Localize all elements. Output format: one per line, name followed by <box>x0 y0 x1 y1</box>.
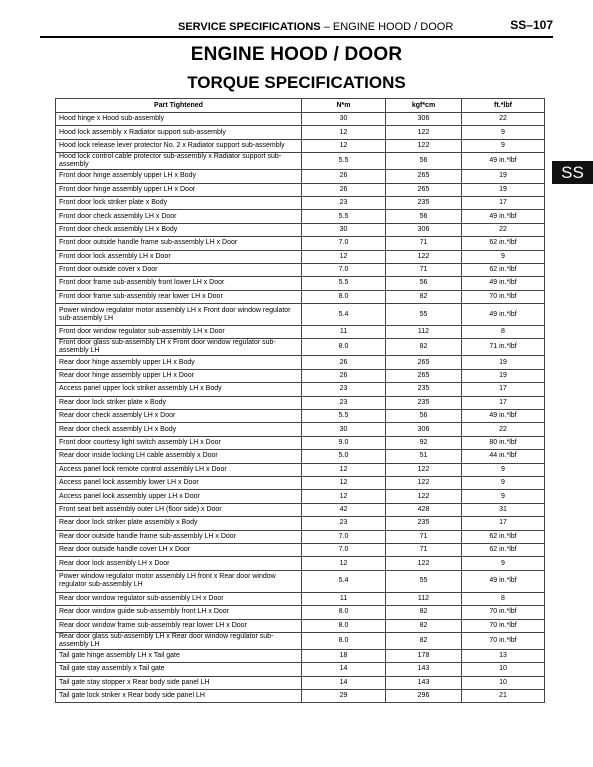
table-row <box>56 396 545 409</box>
cell-torque-ftlbf: 62 in.*lbf <box>462 543 545 556</box>
cell-torque-ftlbf: 70 in.*lbf <box>462 619 545 632</box>
cell-part-tightened: Tail gate hinge assembly LH x Tail gate <box>56 649 302 662</box>
cell-torque-kgfcm: 178 <box>386 649 462 662</box>
torque-spec-table <box>55 98 545 703</box>
table-row <box>56 570 545 592</box>
cell-part-tightened: Front door lock striker plate x Body <box>56 196 302 209</box>
cell-torque-ftlbf: 10 <box>462 676 545 689</box>
cell-torque-nm: 26 <box>302 183 386 196</box>
cell-torque-kgfcm: 235 <box>386 196 462 209</box>
cell-part-tightened: Power window regulator motor assembly LH x Front door window regulator sub-assembly LH <box>56 304 302 326</box>
cell-torque-kgfcm: 82 <box>386 606 462 619</box>
cell-torque-ftlbf: 49 in.*lbf <box>462 277 545 290</box>
cell-torque-ftlbf: 21 <box>462 690 545 703</box>
cell-torque-kgfcm: 235 <box>386 396 462 409</box>
cell-torque-kgfcm: 143 <box>386 663 462 676</box>
cell-torque-nm: 5.4 <box>302 304 386 326</box>
cell-torque-kgfcm: 122 <box>386 463 462 476</box>
cell-torque-kgfcm: 265 <box>386 356 462 369</box>
cell-part-tightened: Access panel lock assembly lower LH x Door <box>56 476 302 489</box>
cell-part-tightened: Hood lock release lever protector No. 2 x Radiator support sub-assembly <box>56 139 302 152</box>
table-row <box>56 592 545 605</box>
cell-torque-nm: 30 <box>302 423 386 436</box>
table-row <box>56 304 545 326</box>
cell-torque-ftlbf: 22 <box>462 423 545 436</box>
table-row <box>56 517 545 530</box>
table-row <box>56 356 545 369</box>
cell-torque-kgfcm: 82 <box>386 632 462 649</box>
table-row <box>56 263 545 276</box>
cell-torque-nm: 5.4 <box>302 570 386 592</box>
table-row <box>56 210 545 223</box>
cell-torque-ftlbf: 49 in.*lbf <box>462 153 545 170</box>
cell-torque-kgfcm: 51 <box>386 450 462 463</box>
cell-torque-nm: 8.0 <box>302 632 386 649</box>
cell-torque-nm: 23 <box>302 396 386 409</box>
cell-torque-ftlbf: 9 <box>462 250 545 263</box>
cell-torque-nm: 30 <box>302 113 386 126</box>
cell-torque-nm: 23 <box>302 517 386 530</box>
table-row <box>56 326 545 339</box>
table-row <box>56 139 545 152</box>
cell-torque-nm: 26 <box>302 356 386 369</box>
cell-torque-kgfcm: 265 <box>386 183 462 196</box>
cell-torque-ftlbf: 80 in.*lbf <box>462 436 545 449</box>
cell-torque-nm: 18 <box>302 649 386 662</box>
table-row <box>56 237 545 250</box>
cell-part-tightened: Hood lock control cable protector sub-assembly x Radiator support sub-assembly <box>56 153 302 170</box>
cell-part-tightened: Front door hinge assembly upper LH x Body <box>56 170 302 183</box>
cell-part-tightened: Rear door check assembly LH x Door <box>56 410 302 423</box>
cell-torque-nm: 26 <box>302 170 386 183</box>
cell-torque-ftlbf: 19 <box>462 183 545 196</box>
cell-part-tightened: Rear door hinge assembly upper LH x Body <box>56 356 302 369</box>
page-subtitle: TORQUE SPECIFICATIONS <box>187 73 406 92</box>
cell-torque-ftlbf: 17 <box>462 196 545 209</box>
cell-part-tightened: Tail gate stay assembly x Tail gate <box>56 663 302 676</box>
table-row <box>56 463 545 476</box>
table-row <box>56 383 545 396</box>
cell-part-tightened: Front door glass sub-assembly LH x Front door window regulator sub-assembly LH <box>56 339 302 356</box>
cell-torque-nm: 12 <box>302 126 386 139</box>
cell-torque-kgfcm: 306 <box>386 113 462 126</box>
cell-part-tightened: Rear door outside handle cover LH x Door <box>56 543 302 556</box>
cell-torque-kgfcm: 112 <box>386 326 462 339</box>
cell-part-tightened: Front seat belt assembly outer LH (floor side) x Door <box>56 503 302 516</box>
cell-torque-nm: 12 <box>302 557 386 570</box>
table-row <box>56 290 545 303</box>
cell-part-tightened: Rear door outside handle frame sub-assembly LH x Door <box>56 530 302 543</box>
cell-torque-ftlbf: 49 in.*lbf <box>462 410 545 423</box>
cell-part-tightened: Front door hinge assembly upper LH x Door <box>56 183 302 196</box>
cell-part-tightened: Hood hinge x Hood sub-assembly <box>56 113 302 126</box>
cell-torque-nm: 12 <box>302 476 386 489</box>
cell-torque-ftlbf: 9 <box>462 463 545 476</box>
cell-torque-nm: 23 <box>302 383 386 396</box>
table-row <box>56 153 545 170</box>
cell-torque-ftlbf: 62 in.*lbf <box>462 530 545 543</box>
cell-part-tightened: Rear door window frame sub-assembly rear lower LH x Door <box>56 619 302 632</box>
cell-part-tightened: Rear door hinge assembly upper LH x Door <box>56 369 302 382</box>
cell-torque-ftlbf: 49 in.*lbf <box>462 570 545 592</box>
cell-torque-kgfcm: 82 <box>386 290 462 303</box>
cell-torque-kgfcm: 306 <box>386 423 462 436</box>
cell-torque-ftlbf: 49 in.*lbf <box>462 304 545 326</box>
cell-torque-ftlbf: 19 <box>462 356 545 369</box>
table-row <box>56 250 545 263</box>
section-title-rest: ENGINE HOOD / DOOR <box>332 21 454 33</box>
table-row <box>56 649 545 662</box>
table-row <box>56 632 545 649</box>
cell-torque-nm: 23 <box>302 196 386 209</box>
cell-torque-nm: 12 <box>302 490 386 503</box>
table-row <box>56 450 545 463</box>
table-row <box>56 530 545 543</box>
cell-torque-kgfcm: 122 <box>386 250 462 263</box>
page-header <box>40 18 553 38</box>
table-row <box>56 113 545 126</box>
cell-torque-ftlbf: 71 in.*lbf <box>462 339 545 356</box>
cell-torque-kgfcm: 55 <box>386 304 462 326</box>
table-row <box>56 619 545 632</box>
table-row <box>56 369 545 382</box>
table-row <box>56 277 545 290</box>
column-header-kgfcm: kgf*cm <box>386 99 462 113</box>
table-row <box>56 676 545 689</box>
cell-part-tightened: Access panel upper lock striker assembly LH x Body <box>56 383 302 396</box>
table-row <box>56 183 545 196</box>
cell-part-tightened: Tail gate stay stopper x Rear body side panel LH <box>56 676 302 689</box>
cell-torque-nm: 8.0 <box>302 339 386 356</box>
cell-torque-ftlbf: 17 <box>462 383 545 396</box>
cell-torque-nm: 5.5 <box>302 153 386 170</box>
page-number: SS–107 <box>510 18 553 32</box>
cell-part-tightened: Access panel lock assembly upper LH x Door <box>56 490 302 503</box>
page-title: ENGINE HOOD / DOOR <box>190 44 403 65</box>
cell-torque-nm: 12 <box>302 250 386 263</box>
cell-part-tightened: Rear door window regulator sub-assembly LH x Door <box>56 592 302 605</box>
cell-torque-kgfcm: 71 <box>386 543 462 556</box>
table-row <box>56 503 545 516</box>
cell-part-tightened: Front door frame sub-assembly rear lower LH x Door <box>56 290 302 303</box>
cell-torque-kgfcm: 428 <box>386 503 462 516</box>
cell-part-tightened: Hood lock assembly x Radiator support sub-assembly <box>56 126 302 139</box>
table-row <box>56 436 545 449</box>
cell-torque-kgfcm: 122 <box>386 490 462 503</box>
table-row <box>56 663 545 676</box>
section-title-bold: SERVICE SPECIFICATIONS <box>178 21 321 33</box>
cell-torque-ftlbf: 9 <box>462 557 545 570</box>
cell-torque-ftlbf: 70 in.*lbf <box>462 606 545 619</box>
cell-torque-kgfcm: 82 <box>386 339 462 356</box>
cell-part-tightened: Front door lock assembly LH x Door <box>56 250 302 263</box>
table-row <box>56 423 545 436</box>
cell-part-tightened: Rear door check assembly LH x Body <box>56 423 302 436</box>
cell-part-tightened: Rear door glass sub-assembly LH x Rear door window regulator sub-assembly LH <box>56 632 302 649</box>
cell-part-tightened: Access panel lock remote control assembly LH x Door <box>56 463 302 476</box>
cell-torque-ftlbf: 9 <box>462 490 545 503</box>
cell-part-tightened: Rear door window guide sub-assembly front LH x Door <box>56 606 302 619</box>
cell-part-tightened: Front door check assembly LH x Door <box>56 210 302 223</box>
cell-torque-nm: 29 <box>302 690 386 703</box>
cell-torque-nm: 5.5 <box>302 210 386 223</box>
table-head <box>56 99 545 113</box>
cell-torque-ftlbf: 8 <box>462 592 545 605</box>
cell-torque-kgfcm: 122 <box>386 476 462 489</box>
table-row <box>56 476 545 489</box>
cell-torque-nm: 5.5 <box>302 410 386 423</box>
cell-torque-ftlbf: 13 <box>462 649 545 662</box>
cell-torque-nm: 8.0 <box>302 290 386 303</box>
cell-torque-ftlbf: 9 <box>462 126 545 139</box>
table-row <box>56 557 545 570</box>
cell-torque-kgfcm: 56 <box>386 410 462 423</box>
cell-torque-nm: 30 <box>302 223 386 236</box>
cell-torque-nm: 5.0 <box>302 450 386 463</box>
cell-part-tightened: Front door frame sub-assembly front lower LH x Door <box>56 277 302 290</box>
cell-part-tightened: Front door outside cover x Door <box>56 263 302 276</box>
cell-torque-kgfcm: 235 <box>386 517 462 530</box>
cell-part-tightened: Tail gate lock striker x Rear body side panel LH <box>56 690 302 703</box>
cell-torque-ftlbf: 17 <box>462 517 545 530</box>
cell-torque-kgfcm: 55 <box>386 570 462 592</box>
cell-torque-nm: 11 <box>302 326 386 339</box>
cell-part-tightened: Rear door lock striker plate x Body <box>56 396 302 409</box>
table-row <box>56 410 545 423</box>
cell-torque-ftlbf: 19 <box>462 170 545 183</box>
cell-part-tightened: Front door check assembly LH x Body <box>56 223 302 236</box>
table-row <box>56 339 545 356</box>
cell-torque-kgfcm: 306 <box>386 223 462 236</box>
cell-part-tightened: Front door window regulator sub-assembly LH x Door <box>56 326 302 339</box>
cell-torque-ftlbf: 22 <box>462 223 545 236</box>
cell-torque-nm: 9.0 <box>302 436 386 449</box>
table-row <box>56 690 545 703</box>
table-header-row <box>56 99 545 113</box>
cell-part-tightened: Rear door lock assembly LH x Door <box>56 557 302 570</box>
cell-torque-ftlbf: 31 <box>462 503 545 516</box>
cell-torque-nm: 11 <box>302 592 386 605</box>
table-body <box>56 113 545 703</box>
cell-torque-kgfcm: 71 <box>386 263 462 276</box>
cell-torque-kgfcm: 71 <box>386 530 462 543</box>
cell-torque-nm: 14 <box>302 676 386 689</box>
cell-torque-kgfcm: 112 <box>386 592 462 605</box>
cell-torque-nm: 7.0 <box>302 543 386 556</box>
section-title <box>178 21 453 33</box>
cell-part-tightened: Rear door inside locking LH cable assembly x Door <box>56 450 302 463</box>
cell-torque-kgfcm: 296 <box>386 690 462 703</box>
cell-torque-kgfcm: 265 <box>386 369 462 382</box>
cell-torque-kgfcm: 235 <box>386 383 462 396</box>
cell-torque-kgfcm: 143 <box>386 676 462 689</box>
cell-torque-ftlbf: 70 in.*lbf <box>462 290 545 303</box>
cell-torque-kgfcm: 122 <box>386 126 462 139</box>
cell-torque-kgfcm: 92 <box>386 436 462 449</box>
cell-torque-ftlbf: 9 <box>462 139 545 152</box>
cell-torque-nm: 12 <box>302 139 386 152</box>
cell-part-tightened: Power window regulator motor assembly LH front x Rear door window regulator sub-assembly LH <box>56 570 302 592</box>
cell-torque-ftlbf: 62 in.*lbf <box>462 263 545 276</box>
table-row <box>56 126 545 139</box>
cell-torque-nm: 26 <box>302 369 386 382</box>
cell-torque-ftlbf: 49 in.*lbf <box>462 210 545 223</box>
section-tab: SS <box>552 161 593 184</box>
cell-torque-kgfcm: 82 <box>386 619 462 632</box>
cell-torque-nm: 12 <box>302 463 386 476</box>
cell-torque-kgfcm: 71 <box>386 237 462 250</box>
cell-part-tightened: Front door outside handle frame sub-assembly LH x Door <box>56 237 302 250</box>
cell-torque-kgfcm: 122 <box>386 557 462 570</box>
table-row <box>56 196 545 209</box>
table-row <box>56 606 545 619</box>
cell-torque-nm: 42 <box>302 503 386 516</box>
cell-torque-nm: 7.0 <box>302 263 386 276</box>
cell-part-tightened: Front door courtesy light switch assembly LH x Door <box>56 436 302 449</box>
table-row <box>56 490 545 503</box>
cell-torque-kgfcm: 56 <box>386 277 462 290</box>
cell-torque-ftlbf: 22 <box>462 113 545 126</box>
table-row <box>56 223 545 236</box>
cell-torque-nm: 7.0 <box>302 237 386 250</box>
cell-torque-kgfcm: 56 <box>386 210 462 223</box>
cell-torque-ftlbf: 17 <box>462 396 545 409</box>
cell-torque-ftlbf: 10 <box>462 663 545 676</box>
cell-torque-ftlbf: 19 <box>462 369 545 382</box>
cell-torque-nm: 8.0 <box>302 606 386 619</box>
cell-torque-ftlbf: 8 <box>462 326 545 339</box>
cell-torque-nm: 7.0 <box>302 530 386 543</box>
cell-torque-ftlbf: 9 <box>462 476 545 489</box>
cell-torque-nm: 8.0 <box>302 619 386 632</box>
cell-torque-kgfcm: 122 <box>386 139 462 152</box>
cell-torque-nm: 14 <box>302 663 386 676</box>
table-row <box>56 170 545 183</box>
cell-torque-ftlbf: 44 in.*lbf <box>462 450 545 463</box>
cell-torque-ftlbf: 70 in.*lbf <box>462 632 545 649</box>
cell-torque-nm: 5.5 <box>302 277 386 290</box>
cell-torque-ftlbf: 62 in.*lbf <box>462 237 545 250</box>
column-header-ftlbf: ft.*lbf <box>462 99 545 113</box>
cell-torque-kgfcm: 56 <box>386 153 462 170</box>
column-header-part: Part Tightened <box>56 99 302 113</box>
cell-part-tightened: Rear door lock striker plate assembly x Body <box>56 517 302 530</box>
cell-torque-kgfcm: 265 <box>386 170 462 183</box>
table-row <box>56 543 545 556</box>
section-separator: – <box>323 21 330 33</box>
column-header-nm: N*m <box>302 99 386 113</box>
